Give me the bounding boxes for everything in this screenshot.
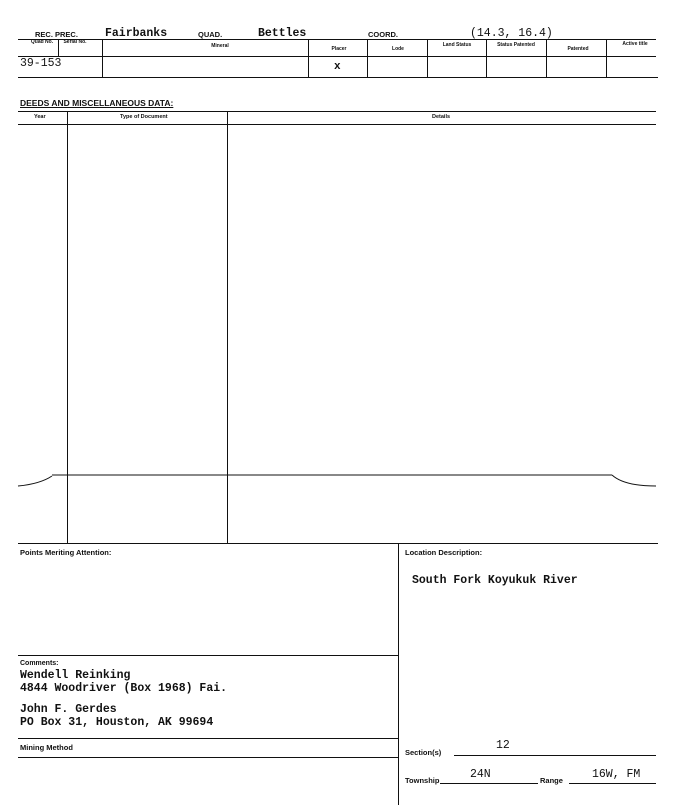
comments-line-4: PO Box 31, Houston, AK 99694 — [20, 716, 214, 729]
mining-method-rule — [18, 757, 398, 758]
col-land-status: Land Status — [442, 42, 472, 48]
row-rule — [18, 77, 658, 78]
col-divider — [427, 40, 428, 77]
range-underline — [569, 783, 656, 784]
comments-line-1: Wendell Reinking — [20, 669, 131, 682]
lower-column-divider — [398, 543, 399, 805]
type-of-document-header: Type of Document — [120, 114, 168, 120]
coord-value: (14.3, 16.4) — [470, 27, 553, 40]
fold-line — [0, 460, 678, 496]
header-rule — [18, 39, 656, 40]
col-placer: Placer — [331, 46, 347, 52]
location-description-label: Location Description: — [405, 548, 483, 557]
placer-mark: x — [334, 61, 341, 73]
year-header: Year — [34, 114, 46, 120]
range-value: 16W, FM — [592, 768, 641, 781]
col-quad-no: Quad No. — [30, 39, 54, 45]
col-divider — [606, 40, 607, 77]
col-divider — [102, 40, 103, 77]
township-underline — [440, 783, 538, 784]
col-status-patented: Status Patented — [497, 42, 535, 48]
column-header-rule — [18, 56, 656, 57]
deeds-header-rule — [18, 124, 656, 125]
comments-label: Comments: — [20, 660, 59, 667]
col-mineral: Mineral — [211, 43, 229, 49]
coord-label: COORD. — [368, 30, 398, 39]
col-divider — [308, 40, 309, 77]
section-label: Section(s) — [405, 748, 442, 757]
col-lode: Lode — [392, 46, 404, 52]
comments-bottom-rule — [18, 738, 398, 739]
col-active-title: Active title — [622, 41, 648, 47]
quad-no-value: 39-153 — [20, 57, 62, 70]
deeds-bottom-rule — [18, 543, 658, 544]
range-label: Range — [540, 776, 563, 785]
comments-line-2: 4844 Woodriver (Box 1968) Fai. — [20, 682, 228, 695]
deeds-top-rule — [18, 111, 656, 112]
rec-prec-value: Fairbanks — [105, 27, 168, 40]
col-divider — [546, 40, 547, 77]
township-label: Township — [405, 776, 440, 785]
quad-label: QUAD. — [198, 30, 223, 39]
mining-method-label: Mining Method — [20, 743, 73, 752]
section-underline — [454, 755, 656, 756]
points-meriting-attention-label: Points Meriting Attention: — [20, 548, 112, 557]
points-bottom-rule — [18, 655, 398, 656]
rec-prec-label: REC. PREC. — [35, 30, 78, 39]
col-divider — [486, 40, 487, 77]
col-patented: Patented — [567, 46, 589, 52]
township-value: 24N — [470, 768, 491, 781]
deeds-section-title: DEEDS AND MISCELLANEOUS DATA: — [20, 98, 174, 108]
quad-value: Bettles — [258, 27, 307, 40]
col-divider — [367, 40, 368, 77]
details-header: Details — [432, 114, 451, 120]
col-divider — [58, 40, 59, 56]
location-description-value: South Fork Koyukuk River — [412, 574, 578, 587]
comments-line-3: John F. Gerdes — [20, 703, 117, 716]
col-serial-no: Serial No. — [63, 39, 87, 45]
section-value: 12 — [496, 739, 510, 752]
